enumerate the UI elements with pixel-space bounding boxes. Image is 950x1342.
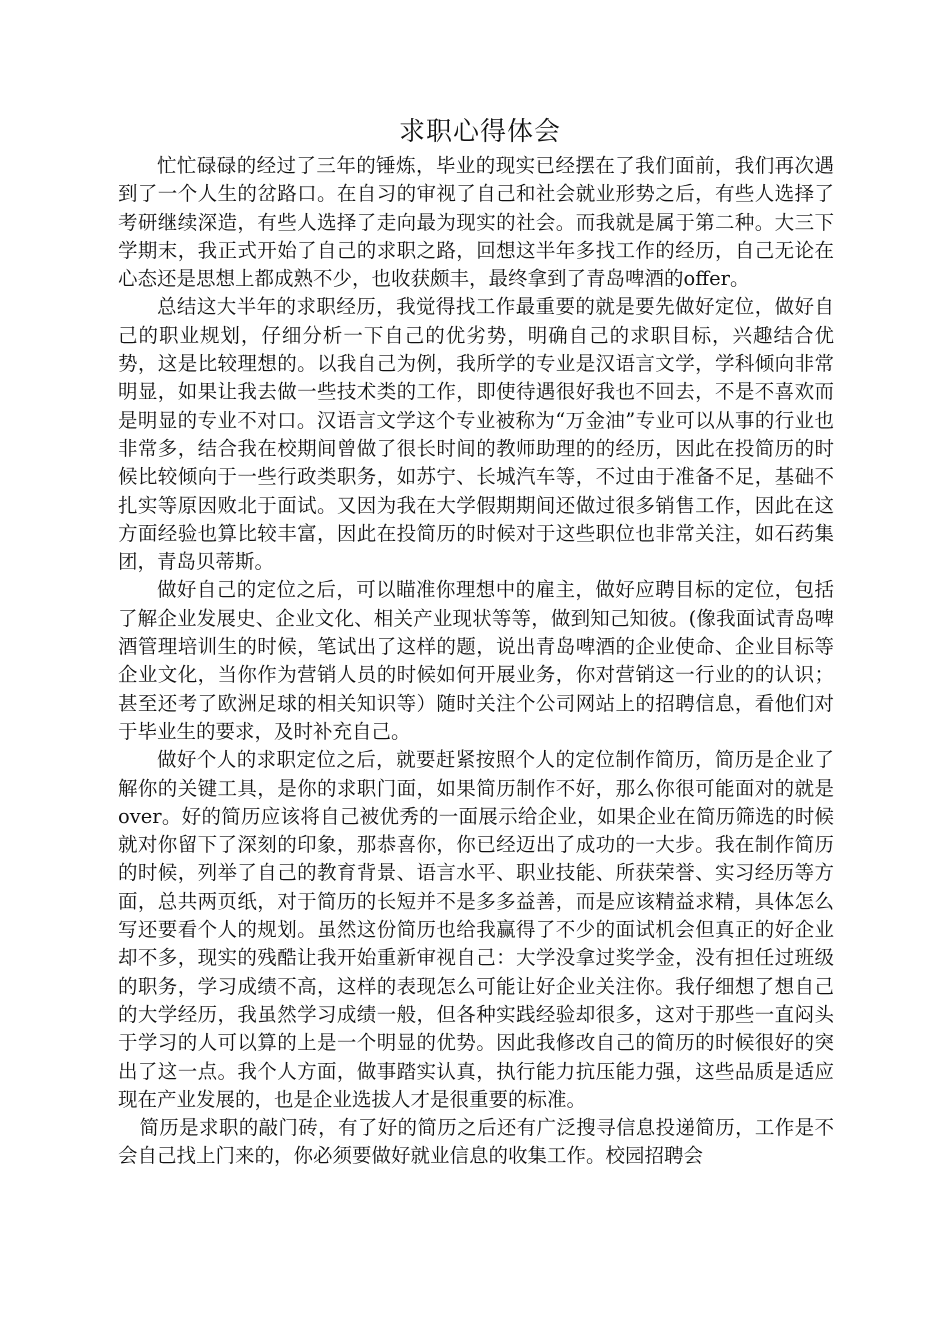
paragraph-5: 简历是求职的敲门砖，有了好的简历之后还有广泛搜寻信息投递简历，工作是不会自己找上门来的，你必须要做好就业信息的收集工作。校园招聘会 bbox=[118, 1116, 834, 1168]
paragraph-2: 总结这大半年的求职经历，我觉得找工作最重要的就是要先做好定位，做好自己的职业规划，仔细分析一下自己的优劣势，明确自己的求职目标，兴趣结合优势，这是比较理想的。以我自己为例，我所学的专业是汉语言文学，学科倾向非常明显，如果让我去做一些技术类的工作，即使待遇很好我也不回去，不是不喜欢而是明显的专业不对口。汉语言文学这个专业被称为“万金油”专业可以从事的行业也非常多，结合我在校期间曾做了很长时间的教师助理的的经历，因此在投简历的时候比较倾向于一些行政类职务，如苏宁、长城汽车等，不过由于准备不足，基础不扎实等原因败北于面试。又因为我在大学假期期间还做过很多销售工作，因此在这方面经验也算比较丰富，因此在投简历的时候对于这些职位也非常关注，如石药集团，青岛贝蒂斯。 bbox=[118, 295, 834, 574]
paragraph-3: 做好自己的定位之后，可以瞄准你理想中的雇主，做好应聘目标的定位，包括了解企业发展史、企业文化、相关产业现状等等，做到知己知彼。(像我面试青岛啤酒管理培训生的时候，笔试出了这样的题，说出青岛啤酒的企业使命、企业目标等企业文化，当你作为营销人员的时候如何开展业务，你对营销这一行业的的认识；甚至还考了欧洲足球的相关知识等）随时关注个公司网站上的招聘信息，看他们对于毕业生的要求，及时补充自己。 bbox=[118, 578, 834, 743]
document-body bbox=[118, 112, 834, 1171]
paragraph-1: 忙忙碌碌的经过了三年的锤炼，毕业的现实已经摆在了我们面前，我们再次遇到了一个人生的岔路口。在自习的审视了自己和社会就业形势之后，有些人选择了考研继续深造，有些人选择了走向最为现实的社会。而我就是属于第二种。大三下学期末，我正式开始了自己的求职之路，回想这半年多找工作的经历，自己无论在心态还是思想上都成熟不少，也收获颇丰，最终拿到了青岛啤酒的offer。 bbox=[118, 154, 834, 291]
paragraph-4: 做好个人的求职定位之后，就要赶紧按照个人的定位制作简历，简历是企业了解你的关键工具，是你的求职门面，如果简历制作不好，那么你很可能面对的就是over。好的简历应该将自己被优秀的一面展示给企业，如果企业在简历筛选的时候就对你留下了深刻的印象，那恭喜你，你已经迈出了成功的一大步。我在制作简历的时候，列举了自己的教育背景、语言水平、职业技能、所获荣誉、实习经历等方面，总共两页纸，对于简历的长短并不是多多益善，而是应该精益求精，具体怎么写还要看个人的规划。虽然这份简历也给我赢得了不少的面试机会但真正的好企业却不多，现实的残酷让我开始重新审视自己：大学没拿过奖学金，没有担任过班级的职务，学习成绩不高，这样的表现怎么可能让好企业关注你。我仔细想了想自己的大学经历，我虽然学习成绩一般，但各种实践经验却很多，这对于那些一直闷头于学习的人可以算的上是一个明显的优势。因此我修改自己的简历的时候很好的突出了这一点。我个人方面，做事踏实认真，执行能力抗压能力强，这些品质是适应现在产业发展的，也是企业选拔人才是很重要的标准。 bbox=[118, 748, 834, 1111]
document-title: 求职心得体会 bbox=[398, 117, 561, 147]
